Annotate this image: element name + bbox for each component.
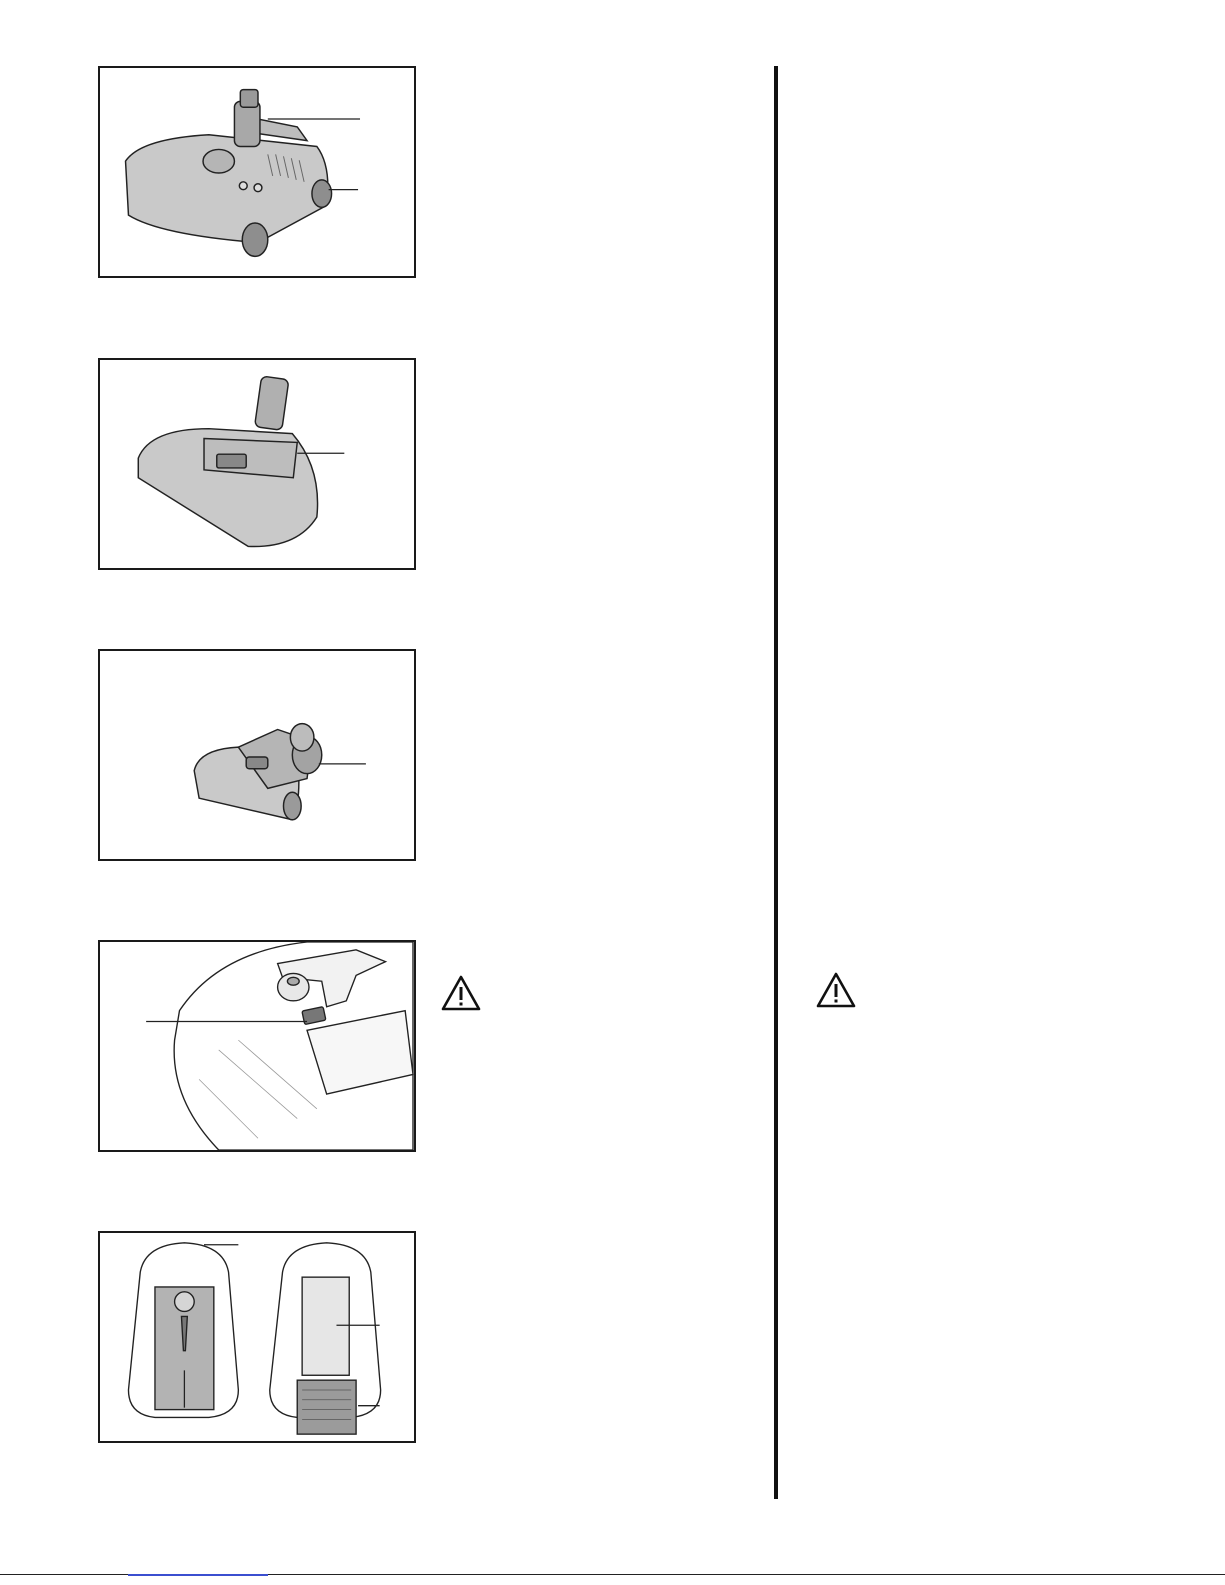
vacuum-top-icon <box>100 942 414 1150</box>
figure-turbo-brush-large <box>98 66 416 278</box>
footer-link-underline[interactable] <box>128 1574 268 1576</box>
figure-cover-release-button <box>98 940 416 1152</box>
column-divider <box>774 66 778 1499</box>
turbo-brush-icon <box>100 68 414 276</box>
floor-brush-icon <box>100 360 414 568</box>
figure-turbo-brush-small <box>98 649 416 861</box>
dust-bag-icon <box>100 1233 414 1441</box>
mini-turbo-brush-icon <box>100 651 414 859</box>
figure-floor-brush <box>98 358 416 570</box>
figure-dust-bag-compartment <box>98 1231 416 1443</box>
warning-triangle-icon <box>815 971 857 1009</box>
warning-triangle-icon <box>440 974 482 1012</box>
